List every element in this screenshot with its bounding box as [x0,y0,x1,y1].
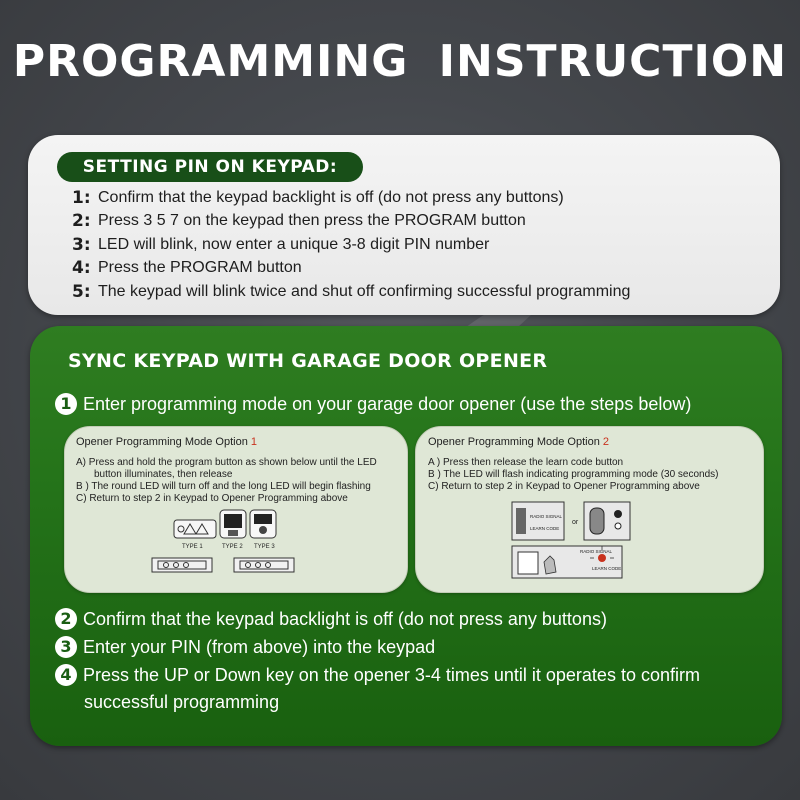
option-1-title: Opener Programming Mode Option 1 [76,436,257,448]
option-2-line: B ) The LED will flash indicating programming mode (30 seconds) [428,469,719,480]
pin-step-number: 2: [72,211,91,232]
step-number-badge: 4 [55,664,77,686]
button-strip-icon [152,558,212,572]
or-label: or [572,519,579,526]
learn-code-diagram [510,500,640,580]
option-2-line: C) Return to step 2 in Keypad to Opener Programming above [428,481,700,492]
option-2-title: Opener Programming Mode Option 2 [428,436,609,448]
pin-step-number: 1: [72,187,91,208]
sync-step-4-continuation: successful programming [84,692,280,712]
step-number-badge: 1 [55,393,77,415]
sync-step-text: Enter programming mode on your garage door opener (use the steps below) [83,393,692,414]
pin-step-text: Press the PROGRAM button [98,259,302,277]
option-1-line: B ) The round LED will turn off and the long LED will begin flashing [76,481,371,492]
pin-step-text: Press 3 5 7 on the keypad then press the PROGRAM button [98,212,526,230]
pin-steps-list [72,186,630,304]
page-title: PROGRAMMING INSTRUCTION [12,36,788,87]
option-1-line: A) Press and hold the program button as shown below until the LED [76,457,377,468]
step-number-badge: 3 [55,636,77,658]
pin-step-text: Confirm that the keypad backlight is off (do not press any buttons) [98,188,564,206]
option-1-line: button illuminates, then release [94,469,233,480]
pin-step [72,210,630,234]
sync-step-4 [55,664,700,686]
type-3-panel-icon [250,510,276,538]
sync-step-2 [55,608,607,630]
radio-signal-label: RADIO SIGNAL [580,549,613,554]
pin-section-heading: SETTING PIN ON KEYPAD: [57,152,363,182]
type-label: TYPE 2 [222,544,243,550]
pin-step [72,280,630,304]
sync-step-text: Confirm that the keypad backlight is off (do not press any buttons) [83,608,607,629]
option-2-number: 2 [602,436,609,448]
opener-type-diagram [150,508,380,583]
option-2-line: A ) Press then release the learn code button [428,457,624,468]
press-learn-button-icon [512,546,622,578]
radio-signal-label: RADIO SIGNAL [530,514,563,519]
type-label: TYPE 3 [254,544,275,550]
sync-step-text: Enter your PIN (from above) into the keypad [83,636,436,657]
type-2-panel-icon [220,510,246,538]
pin-step [72,257,630,281]
sync-section-heading: SYNC KEYPAD WITH GARAGE DOOR OPENER [68,350,548,372]
learn-code-label: LEARN CODE [592,566,622,571]
sync-step-1 [55,393,691,415]
pin-step-number: 5: [72,281,91,302]
step-number-badge: 2 [55,608,77,630]
sync-step-3 [55,636,435,658]
pin-step-text: LED will blink, now enter a unique 3-8 digit PIN number [98,235,490,253]
type-1-panel-icon [174,520,216,538]
pin-step [72,186,630,210]
led-button-icon [584,502,630,540]
sync-step-text: Press the UP or Down key on the opener 3-4 times until it operates to confirm [83,664,700,685]
option-1-number: 1 [250,436,257,448]
pin-step-text: The keypad will blink twice and shut off confirming successful programming [98,282,631,300]
pin-step-number: 4: [72,258,91,279]
pin-step-number: 3: [72,234,91,255]
option-1-line: C) Return to step 2 in Keypad to Opener Programming above [76,493,348,504]
pin-step [72,233,630,257]
button-strip-icon [234,558,294,572]
opener-panel-icon [512,502,564,540]
learn-code-label: LEARN CODE [530,526,560,531]
type-label: TYPE 1 [182,544,203,550]
